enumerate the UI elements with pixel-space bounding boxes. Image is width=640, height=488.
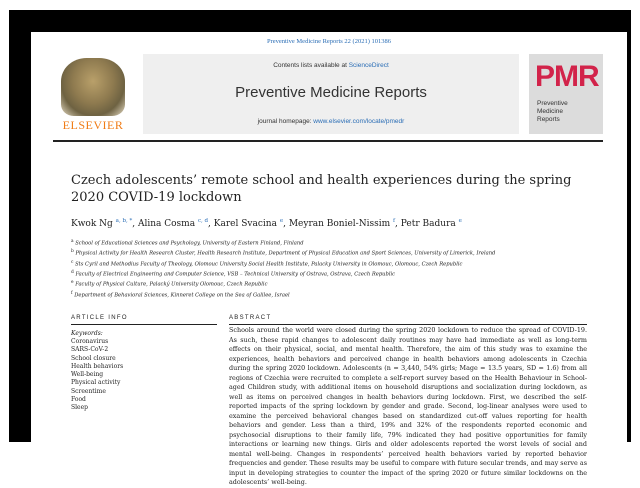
elsevier-tree-icon bbox=[61, 58, 125, 116]
affiliation-item bbox=[71, 238, 591, 248]
affiliation-sup: d bbox=[71, 269, 74, 275]
affiliation-item bbox=[71, 248, 591, 258]
contents-line bbox=[143, 62, 519, 69]
keyword-list bbox=[71, 338, 123, 413]
affiliation-sup: c bbox=[71, 259, 74, 265]
cover-line-2: Medicine bbox=[537, 108, 564, 115]
pmr-logo: PMR bbox=[535, 60, 599, 93]
author-sup[interactable]: c, d bbox=[197, 218, 209, 224]
keyword-item: Health behaviors bbox=[71, 362, 124, 370]
affiliation-sup: f bbox=[71, 290, 73, 296]
image-frame bbox=[9, 10, 631, 486]
affiliation-text: Faculty of Electrical Engineering and Computer Science, VSB – Technical University of Ostrava, Ostrava, Czech Republic bbox=[75, 271, 396, 278]
author-sup[interactable]: e bbox=[279, 218, 284, 224]
cover-subtitle bbox=[537, 100, 568, 124]
keyword-item: Coronavirus bbox=[71, 338, 109, 345]
cover-line-1: Preventive bbox=[537, 100, 568, 107]
journal-cover bbox=[529, 54, 603, 134]
author-name[interactable]: Meyran Boniel-Nissim bbox=[288, 219, 391, 229]
keyword-item: School closure bbox=[71, 354, 116, 362]
author-name[interactable]: Karel Svacina bbox=[213, 219, 277, 229]
author-sup[interactable]: e bbox=[458, 218, 462, 224]
article-info-heading: ARTICLE INFO bbox=[71, 315, 128, 321]
journal-citation[interactable]: Preventive Medicine Reports 22 (2021) 101386 bbox=[266, 38, 392, 45]
affiliation-text: Faculty of Physical Culture, Palacký University Olomouc, Czech Republic bbox=[75, 282, 268, 289]
keyword-item: Screentime bbox=[71, 387, 106, 395]
masthead bbox=[53, 54, 603, 134]
keyword-item: SARS-CoV-2 bbox=[71, 346, 109, 354]
article-info-rule bbox=[71, 324, 217, 325]
keyword-item: Physical activity bbox=[71, 379, 121, 387]
affiliation-text: Physical Activity for Health Research Cluster, Health Research Institute, Department of Physical Education and Sport Sciences, University of Limerick, Ireland bbox=[75, 251, 496, 258]
author-name[interactable]: Alina Cosma bbox=[137, 219, 196, 229]
keyword-item: Food bbox=[71, 396, 86, 404]
author-list: Kwok Ng $^{a, b, *}$, Alina Cosma $^{c, d}$, Karel Svacina $^e$, Meyran Boniel-Nissim $^f$, Petr Badura $^e$ bbox=[71, 218, 462, 229]
abstract-heading: ABSTRACT bbox=[229, 315, 272, 321]
affiliation-sup: a bbox=[71, 239, 74, 244]
keyword-item: Well-being bbox=[71, 371, 104, 379]
paper-page bbox=[31, 32, 627, 486]
affiliation-text: Department of Behavioral Sciences, Kinneret College on the Sea of Galilee, Israel bbox=[74, 292, 290, 299]
affiliation-item bbox=[71, 269, 591, 279]
affiliation-sup: b bbox=[71, 249, 74, 255]
homepage-prefix: journal homepage: bbox=[257, 118, 314, 125]
affiliation-text: Sts Cyril and Methodius Faculty of Theology, Olomouc University Social Health Institute, Palacky University in Olomouc, Olomouc, Czech Republic bbox=[75, 261, 463, 268]
keywords-label: Keywords: bbox=[71, 330, 103, 337]
affiliation-item bbox=[71, 279, 591, 289]
elsevier-logo bbox=[53, 54, 133, 134]
author-sup[interactable]: f bbox=[393, 218, 396, 224]
homepage-link[interactable]: www.elsevier.com/locate/pmedr bbox=[313, 118, 405, 125]
article-title: Czech adolescents’ remote school and health experiences during the spring 2020 COVID-19 lockdown bbox=[71, 173, 572, 205]
affiliation-list bbox=[71, 238, 591, 300]
masthead-rule bbox=[53, 140, 603, 142]
affiliation-sup: e bbox=[71, 280, 74, 286]
publisher-name: ELSEVIER bbox=[62, 118, 124, 132]
abstract-rule bbox=[229, 324, 587, 325]
contents-prefix: Contents lists available at bbox=[273, 62, 349, 69]
author-name[interactable]: Kwok Ng bbox=[71, 219, 113, 229]
cover-line-3: Reports bbox=[537, 116, 560, 123]
homepage-line bbox=[143, 118, 519, 125]
affiliation-item bbox=[71, 259, 591, 269]
journal-banner bbox=[143, 54, 519, 134]
author-sup[interactable]: a, b, * bbox=[115, 218, 133, 224]
abstract-body: Schools around the world were closed during the spring 2020 lockdown to reduce the spread of COVID-19. As such, these rapid changes to adolescent daily routines may have had immediate as well as long-term effects on their physical, social, and mental health. Therefore, the aim of this study was to examine the experiences, health behaviors and perceived change in health behaviors among adolescents in Czechia during the spring 2020 lockdown. Adolescents (n = 3,440, 54% girls; Mage = 13.5 years, SD = 1.6) from all regions of Czechia were recruited to complete a self-report survey based on the Health Behaviour in School-aged Children study, with additional items on household disruptions and socialization during lockdown, as well as items on perceived changes in health behaviors during lockdown. First, we described the self-reported impacts of the spring lockdown by gender and grade. Second, log-linear analyses were used to examine the perceived behavioral changes based on standardized cut-off values reporting for health behaviors and gender. Less than a third, 19% and 32% of the respondents reported economic and psychosocial disruptions to their family life, 79% indicated they had positive opportunities for family interactions or learning new things. Girls and older adolescents reported the worst levels of social and mental well-being. Changes in respondents’ perceived health behaviors varied by reported behavior frequencies and gender. These results may be useful to compare with future secular trends, and may serve as input in developing strategies to counter the impact of the spring 2020 or future similar lockdowns on the adolescents’ well-being. bbox=[229, 326, 587, 486]
keyword-item: Sleep bbox=[71, 404, 88, 412]
sciencedirect-link[interactable]: ScienceDirect bbox=[348, 62, 389, 69]
affiliation-text: School of Educational Sciences and Psychology, University of Eastern Finland, Finland bbox=[75, 240, 304, 247]
journal-title: Preventive Medicine Reports bbox=[235, 84, 427, 101]
author-name[interactable]: Petr Badura bbox=[400, 219, 456, 229]
affiliation-item bbox=[71, 290, 591, 300]
